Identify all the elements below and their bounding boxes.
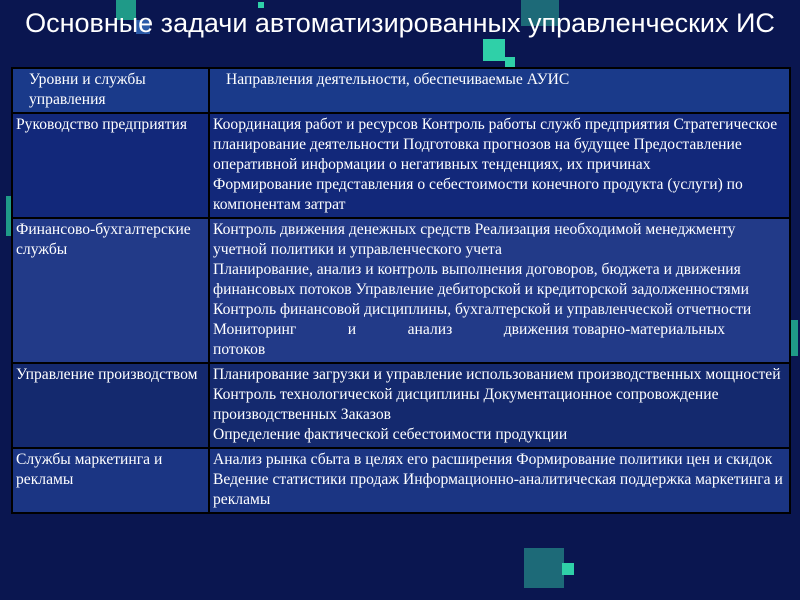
task-text: Контроль движения денежных средств Реализация необходимой менеджменту учетной политики и управленческого учета [213, 221, 736, 258]
page-title: Основные задачи автоматизированных управленческих ИС [25, 8, 775, 38]
decor-square [483, 39, 505, 61]
task-word: и [347, 321, 357, 338]
task-text: Анализ рынка сбыта в целях его расширения Формирование политики цен и скидок Ведение статистики продаж Информационно-аналитическая поддержка маркетинга и рекламы [213, 451, 783, 508]
table-row [12, 448, 790, 513]
header-levels: Уровни и службы управления [12, 68, 209, 113]
task-justified-line [213, 320, 787, 340]
table-row [12, 113, 790, 218]
task-word: Мониторинг [213, 321, 297, 338]
level-cell: Финансово-бухгалтерские службы [12, 218, 209, 363]
tasks-table [11, 67, 791, 514]
table-row [12, 218, 790, 363]
task-word: анализ [407, 321, 453, 338]
tasks-cell [209, 363, 790, 448]
level-cell: Руководство предприятия [12, 113, 209, 218]
decor-square [505, 57, 515, 67]
task-text: Планирование загрузки и управление использованием производственных мощностей Контроль технологической дисциплины Документационное сопровождение производственных Заказов [213, 366, 781, 423]
task-text: Определение фактической себестоимости продукции [213, 426, 568, 443]
task-text: Планирование, анализ и контроль выполнения договоров, бюджета и движения финансовых потоков Управление дебиторской и кредиторской задолженностями [213, 261, 749, 298]
tasks-cell [209, 113, 790, 218]
task-word: движения товарно-материальных [503, 321, 725, 338]
decor-square [562, 563, 574, 575]
tasks-cell [209, 448, 790, 513]
task-text: Контроль финансовой дисциплины, бухгалтерской и управленческой отчетности [213, 301, 752, 318]
task-text: Формирование представления о себестоимости конечного продукта (услуги) по компонентам затрат [213, 176, 743, 213]
task-text: Координация работ и ресурсов Контроль работы служб предприятия Стратегическое планирование деятельности Подготовка прогнозов на будущее Предоставление оперативной информации о негативных тенденциях, их причинах [213, 116, 778, 173]
table-row [12, 363, 790, 448]
level-cell: Управление производством [12, 363, 209, 448]
table-header-row [12, 68, 790, 113]
decor-square [524, 548, 564, 588]
header-directions: Направления деятельности, обеспечиваемые АУИС [209, 68, 790, 113]
level-cell: Службы маркетинга и рекламы [12, 448, 209, 513]
tasks-cell [209, 218, 790, 363]
task-text: потоков [213, 341, 266, 358]
